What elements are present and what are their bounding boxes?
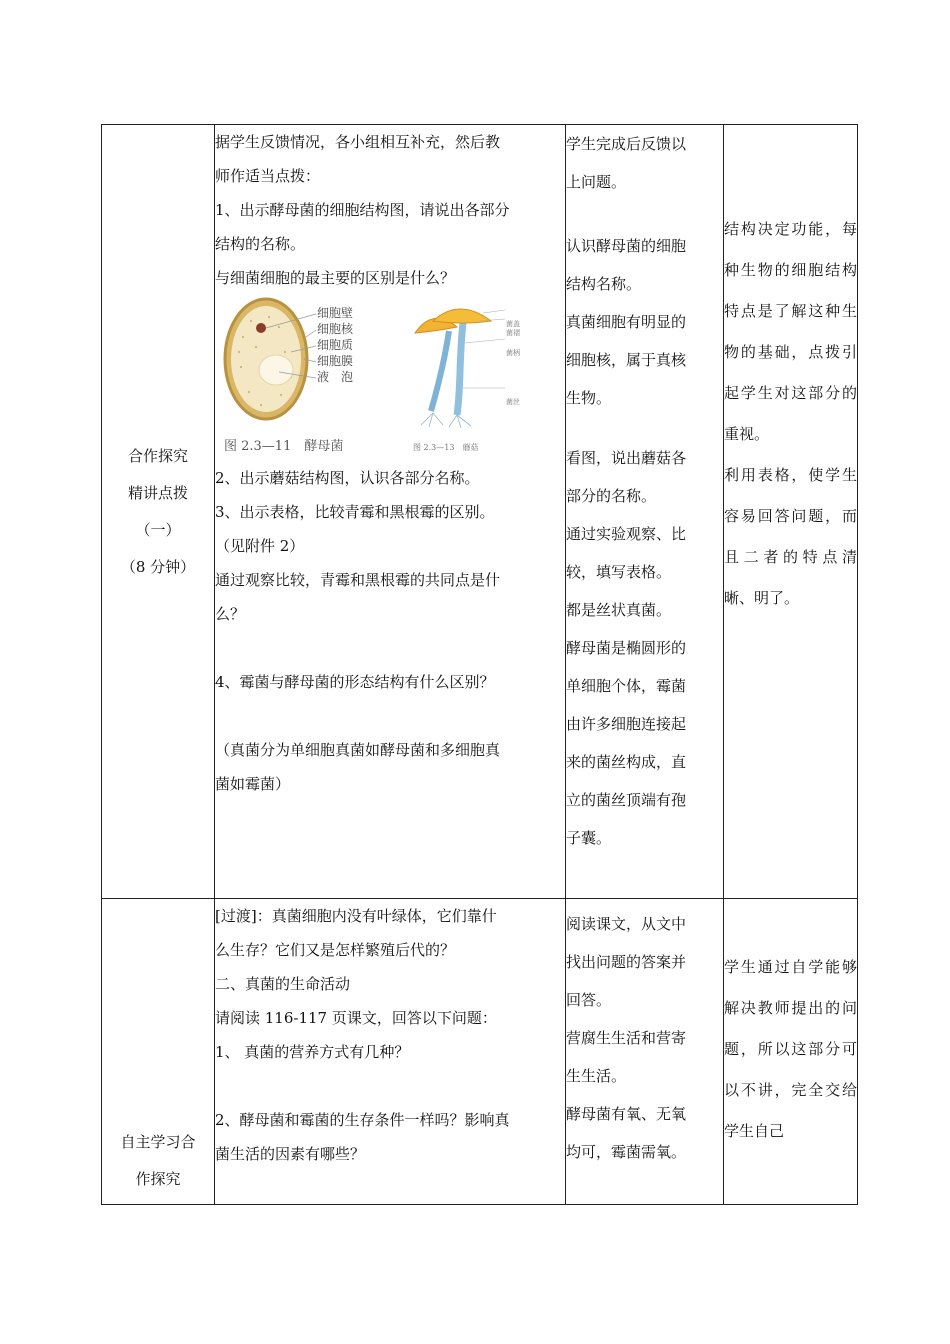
text-line: 立的菌丝顶端有孢 [566, 791, 687, 809]
section-heading: 二、真菌的生命活动 [215, 975, 351, 993]
text-line: 真菌细胞有明显的 [566, 313, 687, 331]
text-line: 回答。 [566, 991, 612, 1009]
yeast-label: 细胞核 [317, 322, 354, 336]
text-line: 菌生活的因素有哪些？ [215, 1145, 366, 1163]
text-line: 酵母菌是椭圆形的 [566, 639, 687, 657]
text-line: 生生活。 [566, 1067, 627, 1085]
design-intent-cell [724, 899, 858, 1205]
text-line: 师作适当点拨： [215, 167, 321, 185]
yeast-figure [221, 297, 391, 457]
table-row [102, 899, 858, 1205]
stage-title-line: 精讲点拨 [127, 483, 188, 502]
text-line: 通过观察比较，青霉和黑根霉的共同点是什 [215, 571, 501, 589]
mushroom-label: 菌柄 [506, 349, 520, 357]
text-line: 结构名称。 [566, 275, 642, 293]
text-line: 都是丝状真菌。 [566, 601, 672, 619]
text-line: 阅读课文，从文中 [566, 915, 687, 933]
yeast-label: 细胞质 [317, 338, 354, 352]
yeast-caption: 图 2.3—11 酵母菌 [224, 439, 344, 454]
stage-duration: （8 分钟） [120, 557, 196, 576]
stage-cell [102, 125, 215, 899]
text-line: 认识酵母菌的细胞 [566, 237, 687, 255]
text-line: （见附件 2） [215, 537, 305, 555]
text-line: 学生完成后反馈以 [566, 135, 687, 153]
text-line: 看图，说出蘑菇各 [566, 449, 687, 467]
stage-title-line: 自主学习合 [120, 1133, 196, 1151]
text-line: 与细菌细胞的最主要的区别是什么？ [215, 269, 456, 287]
table-row [102, 125, 858, 899]
yeast-cell-illustration [221, 297, 391, 432]
yeast-label: 细胞膜 [317, 354, 354, 368]
text-line: 么生存？它们又是怎样繁殖后代的？ [215, 941, 456, 959]
mushroom-label: 菌丝 [506, 398, 520, 406]
text-line: 1、出示酵母菌的细胞结构图，请说出各部分 [215, 201, 510, 219]
student-activity-cell [566, 125, 724, 899]
text-line: 据学生反馈情况，各小组相互补充，然后教 [215, 133, 501, 151]
text-line: 营腐生生活和营寄 [566, 1029, 687, 1047]
text-line: 均可，霉菌需氧。 [566, 1143, 687, 1161]
teacher-activity-cell [215, 125, 566, 899]
text-line: 由许多细胞连接起 [566, 715, 687, 733]
text-line: 结构的名称。 [215, 235, 306, 253]
text-line: 请阅读 116-117 页课文，回答以下问题： [215, 1009, 497, 1027]
intent-paragraph: 利用表格，使学生容易回答问题，而且二者的特点清晰、明了。 [724, 466, 857, 607]
text-line: （真菌分为单细胞真菌如酵母菌和多细胞真 [215, 741, 501, 759]
stage-cell [102, 899, 215, 1205]
text-line: 酵母菌有氧、无氧 [566, 1105, 687, 1123]
mushroom-label: 菌盖 [506, 320, 520, 328]
student-activity-cell [566, 899, 724, 1205]
text-line: 1、 真菌的营养方式有几种？ [215, 1043, 410, 1061]
yeast-label: 细胞壁 [317, 306, 354, 320]
text-line: 单细胞个体，霉菌 [566, 677, 687, 695]
text-line: 么？ [215, 605, 246, 623]
text-line: 2、出示蘑菇结构图，认识各部分名称。 [215, 469, 480, 487]
text-line: 子囊。 [566, 829, 612, 847]
stage-title-line: 合作探究 [127, 446, 188, 465]
text-line: 部分的名称。 [566, 487, 657, 505]
text-line: [过渡]：真菌细胞内没有叶绿体，它们靠什 [215, 907, 497, 925]
text-line: 细胞核，属于真核 [566, 351, 687, 369]
intent-paragraph: 学生通过自学能够解决教师提出的问题，所以这部分可以不讲，完全交给学生自己 [724, 958, 857, 1140]
text-line: 上问题。 [566, 173, 627, 191]
text-line: 4、霉菌与酵母菌的形态结构有什么区别？ [215, 673, 495, 691]
text-line: 菌如霉菌） [215, 775, 291, 793]
stage-title-line: （一） [135, 520, 181, 539]
mushroom-label: 菌褶 [506, 329, 520, 337]
stage-title-line: 作探究 [135, 1170, 181, 1188]
text-line: 通过实验观察、比 [566, 525, 687, 543]
text-line: 来的菌丝构成，直 [566, 753, 687, 771]
teacher-activity-cell [215, 899, 566, 1205]
text-line: 找出问题的答案并 [566, 953, 687, 971]
text-line: 生物。 [566, 389, 612, 407]
text-line: 3、出示表格，比较青霉和黑根霉的区别。 [215, 503, 495, 521]
yeast-label: 液 泡 [317, 370, 354, 384]
mushroom-illustration [413, 303, 513, 428]
mushroom-figure [413, 303, 543, 453]
text-line: 2、酵母菌和霉菌的生存条件一样吗？影响真 [215, 1111, 510, 1129]
figure-area [215, 297, 565, 457]
mushroom-caption: 图 2.3—13 蘑菇 [413, 443, 479, 452]
design-intent-cell [724, 125, 858, 899]
intent-paragraph: 结构决定功能，每种生物的细胞结构特点是了解这种生物的基础，点拨引起学生对这部分的重视。 [724, 220, 857, 443]
text-line: 较，填写表格。 [566, 563, 672, 581]
lesson-plan-table [101, 124, 858, 1205]
